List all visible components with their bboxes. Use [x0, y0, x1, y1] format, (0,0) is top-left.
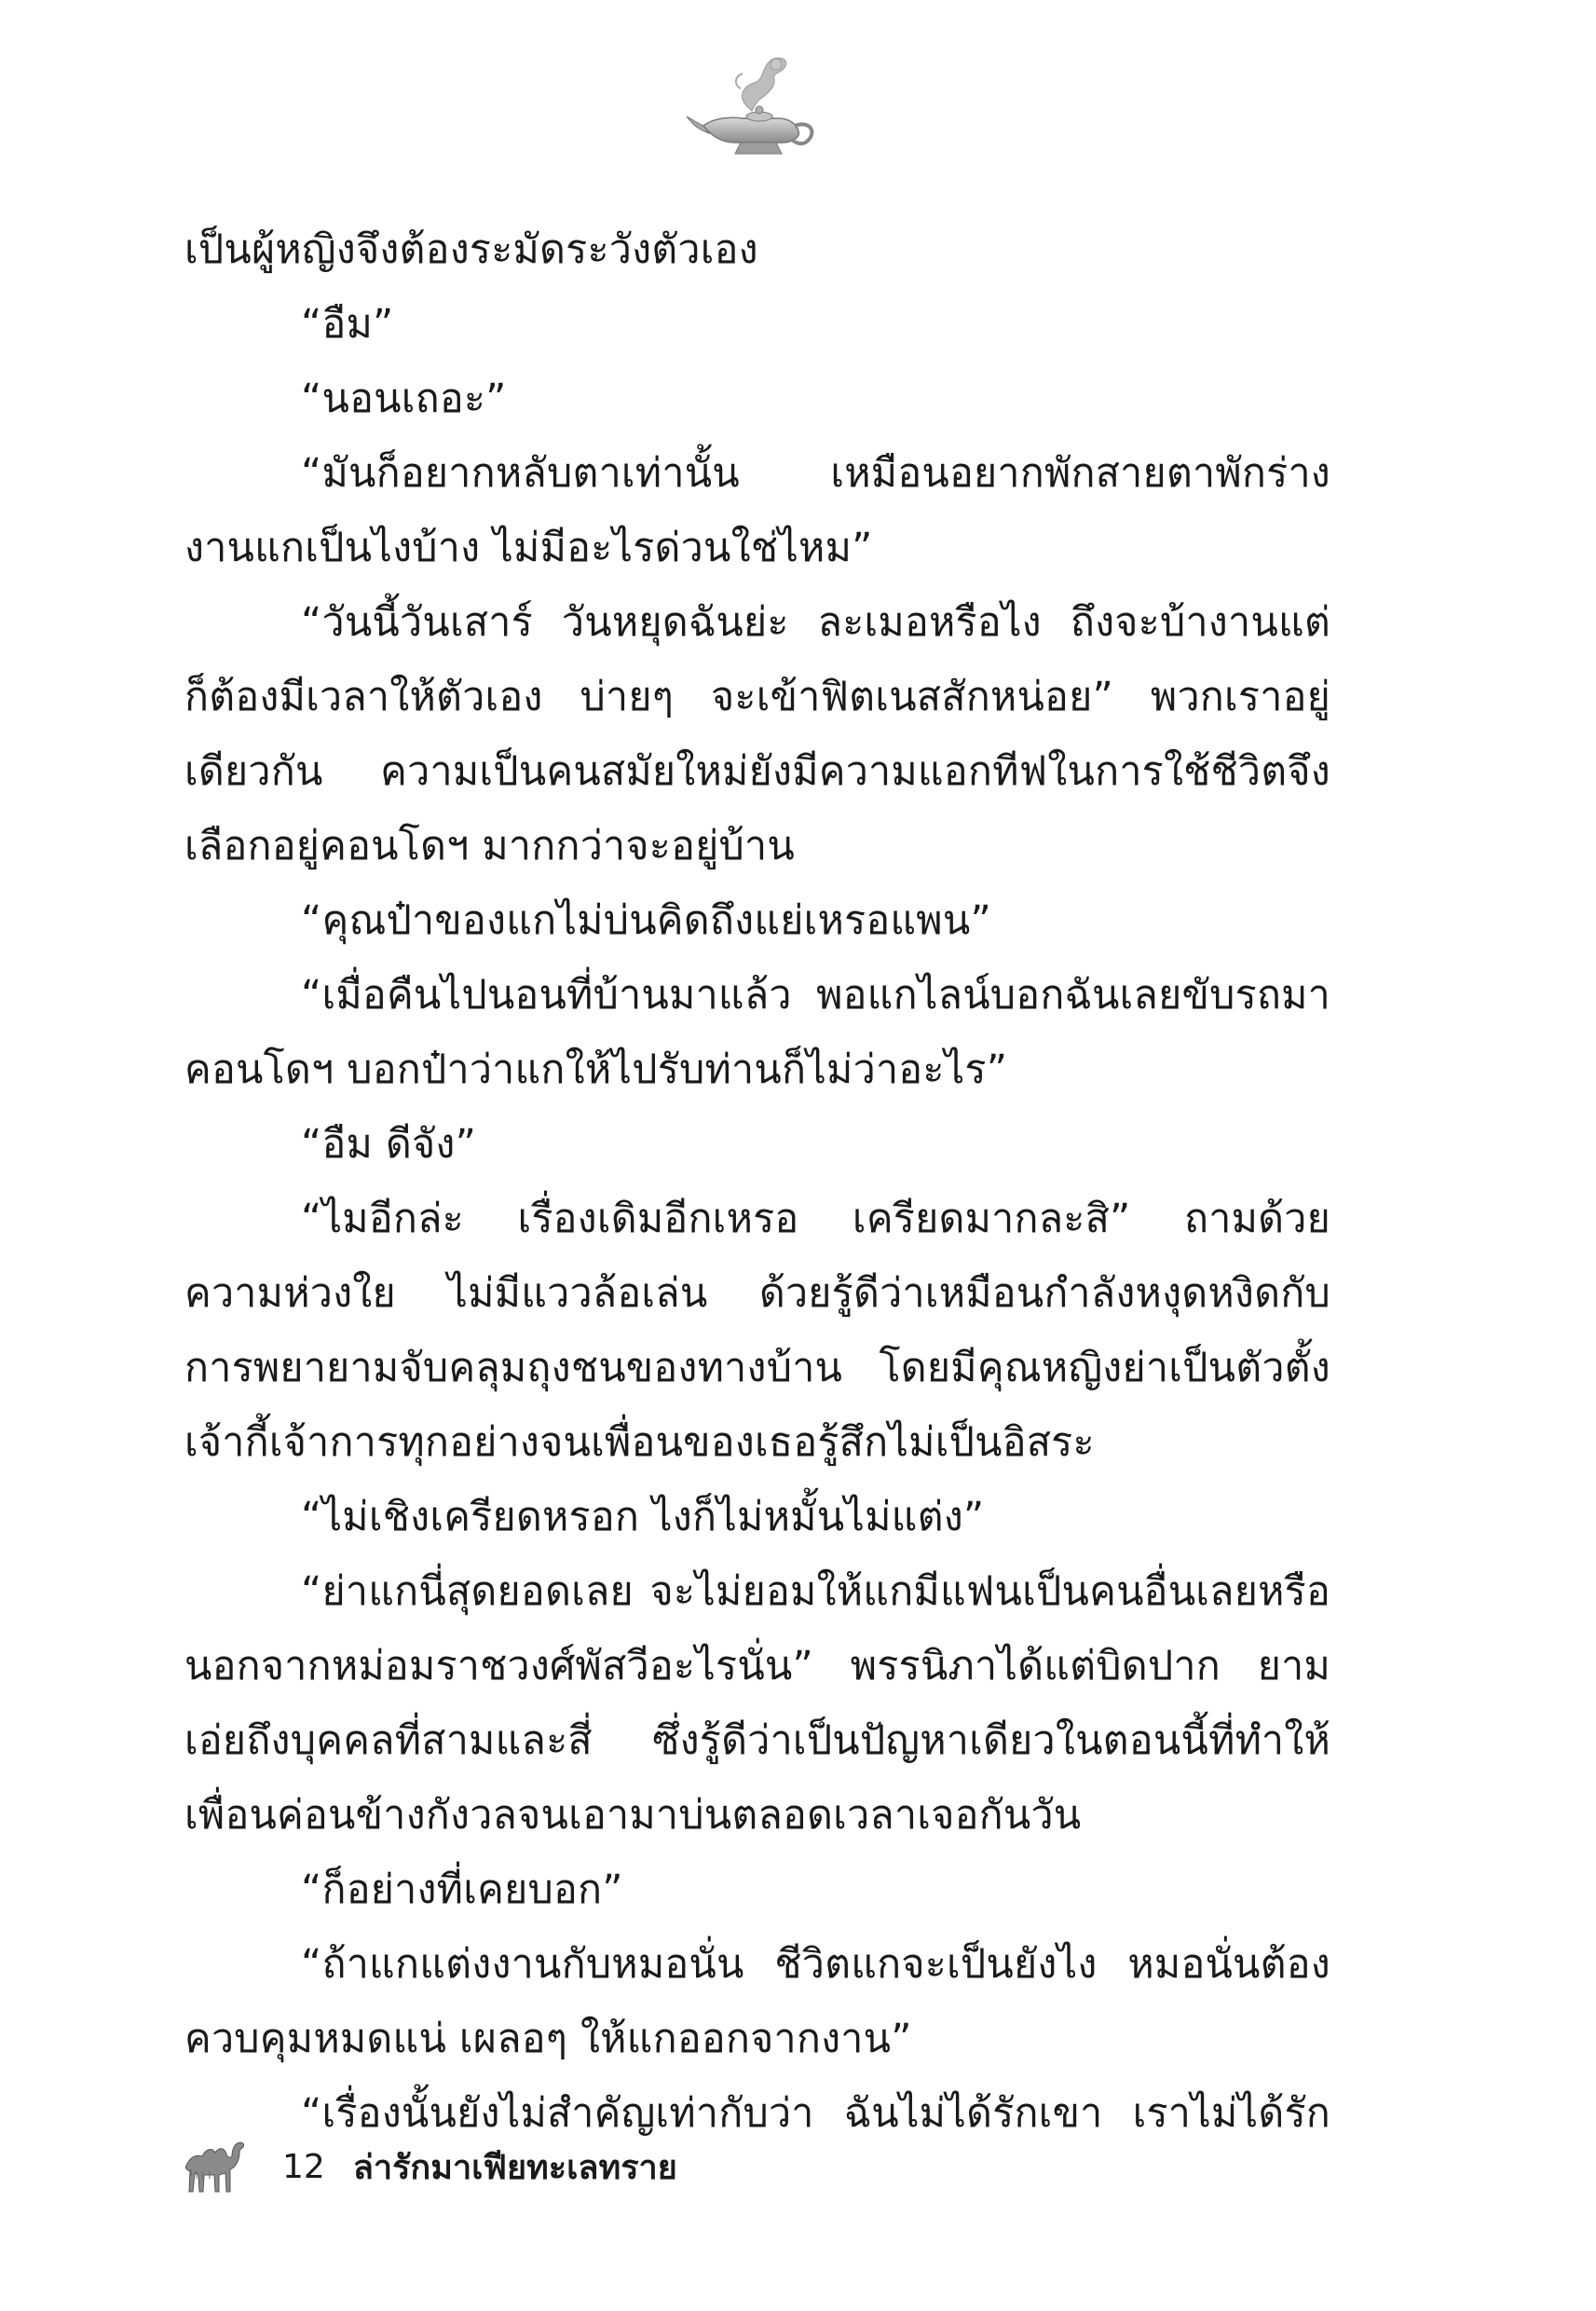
- text-line: “นอนเถอะ”: [301, 376, 507, 422]
- text-line: ควบคุมหมดแน่ เผลอๆ ให้แกออกจากงาน”: [184, 2016, 912, 2062]
- book-title: ล่ารักมาเฟียทะเลทราย: [352, 2148, 677, 2187]
- text-line: “ก็อย่างที่เคยบอก”: [301, 1867, 623, 1913]
- text-line: “คุณป๋าของแกไม่บ่นคิดถึงแย่เหรอแพน”: [301, 897, 991, 944]
- text-line: งานแกเป็นไงบ้าง ไม่มีอะไรด่วนใช่ไหม”: [184, 525, 873, 571]
- page-number: 12: [282, 2147, 325, 2186]
- text-line: “เมื่อคืนไปนอนที่บ้านมาแล้ว พอแกไลน์บอกฉันเลยขับรถมา: [301, 972, 1330, 1019]
- text-line: เดียวกัน ความเป็นคนสมัยใหม่ยังมีความแอกทีฟในการใช้ชีวิตจึง: [184, 748, 1330, 795]
- text-line: “วันนี้วันเสาร์ วันหยุดฉันย่ะ ละเมอหรือไง ถึงจะบ้างานแต่: [301, 599, 1330, 646]
- text-line: “เรื่องนั้นยังไม่สำคัญเท่ากับว่า ฉันไม่ได้รักเขา เราไม่ได้รัก: [301, 2090, 1330, 2137]
- text-line: “ย่าแกนี่สุดยอดเลย จะไม่ยอมให้แกมีแฟนเป็นคนอื่นเลยหรือ: [301, 1568, 1330, 1615]
- text-line: “อืม ดีจัง”: [301, 1121, 477, 1168]
- page-footer: [182, 2129, 677, 2204]
- body-text: [184, 212, 1330, 2151]
- text-line: คอนโดฯ บอกป๋าว่าแกให้ไปรับท่านก็ไม่ว่าอะไร”: [184, 1046, 1008, 1093]
- text-line: ความห่วงใย ไม่มีแววล้อเล่น ด้วยรู้ดีว่าเหมือนกำลังหงุดหงิดกับ: [184, 1270, 1330, 1317]
- text-line: เพื่อนค่อนข้างกังวลจนเอามาบ่นตลอดเวลาเจอกันวัน: [184, 1792, 1082, 1839]
- text-line: เลือกอยู่คอนโดฯ มากกว่าจะอยู่บ้าน: [184, 823, 795, 869]
- text-line: “มันก็อยากหลับตาเท่านั้น เหมือนอยากพักสายตาพักร่าง: [301, 450, 1330, 497]
- text-line: นอกจากหม่อมราชวงศ์พัสวีอะไรนั่น” พรรนิภาได้แต่บิดปาก ยาม: [184, 1643, 1330, 1689]
- text-line: “ถ้าแกแต่งงานกับหมอนั่น ชีวิตแกจะเป็นยังไง หมอนั่นต้อง: [301, 1941, 1330, 1988]
- camel-icon: [182, 2136, 247, 2197]
- text-line: เจ้ากี้เจ้าการทุกอย่างจนเพื่อนของเธอรู้สึกไม่เป็นอิสระ: [184, 1419, 1095, 1466]
- text-line: เป็นผู้หญิงจึงต้องระมัดระวังตัวเอง: [184, 226, 758, 273]
- text-line: การพยายามจับคลุมถุงชนของทางบ้าน โดยมีคุณหญิงย่าเป็นตัวตั้ง: [184, 1345, 1330, 1391]
- text-line: “ไมอีกล่ะ เรื่องเดิมอีกเหรอ เครียดมากละสิ” ถามด้วย: [301, 1196, 1330, 1242]
- genie-lamp-icon: [685, 51, 825, 163]
- text-line: “อืม”: [301, 301, 394, 348]
- text-line: ก็ต้องมีเวลาให้ตัวเอง บ่ายๆ จะเข้าฟิตเนสสักหน่อย” พวกเราอยู่: [184, 674, 1330, 720]
- text-line: “ไม่เชิงเครียดหรอก ไงก็ไม่หมั้นไม่แต่ง”: [301, 1494, 985, 1540]
- text-line: เอ่ยถึงบุคคลที่สามและสี่ ซึ่งรู้ดีว่าเป็นปัญหาเดียวในตอนนี้ที่ทำให้: [184, 1717, 1330, 1764]
